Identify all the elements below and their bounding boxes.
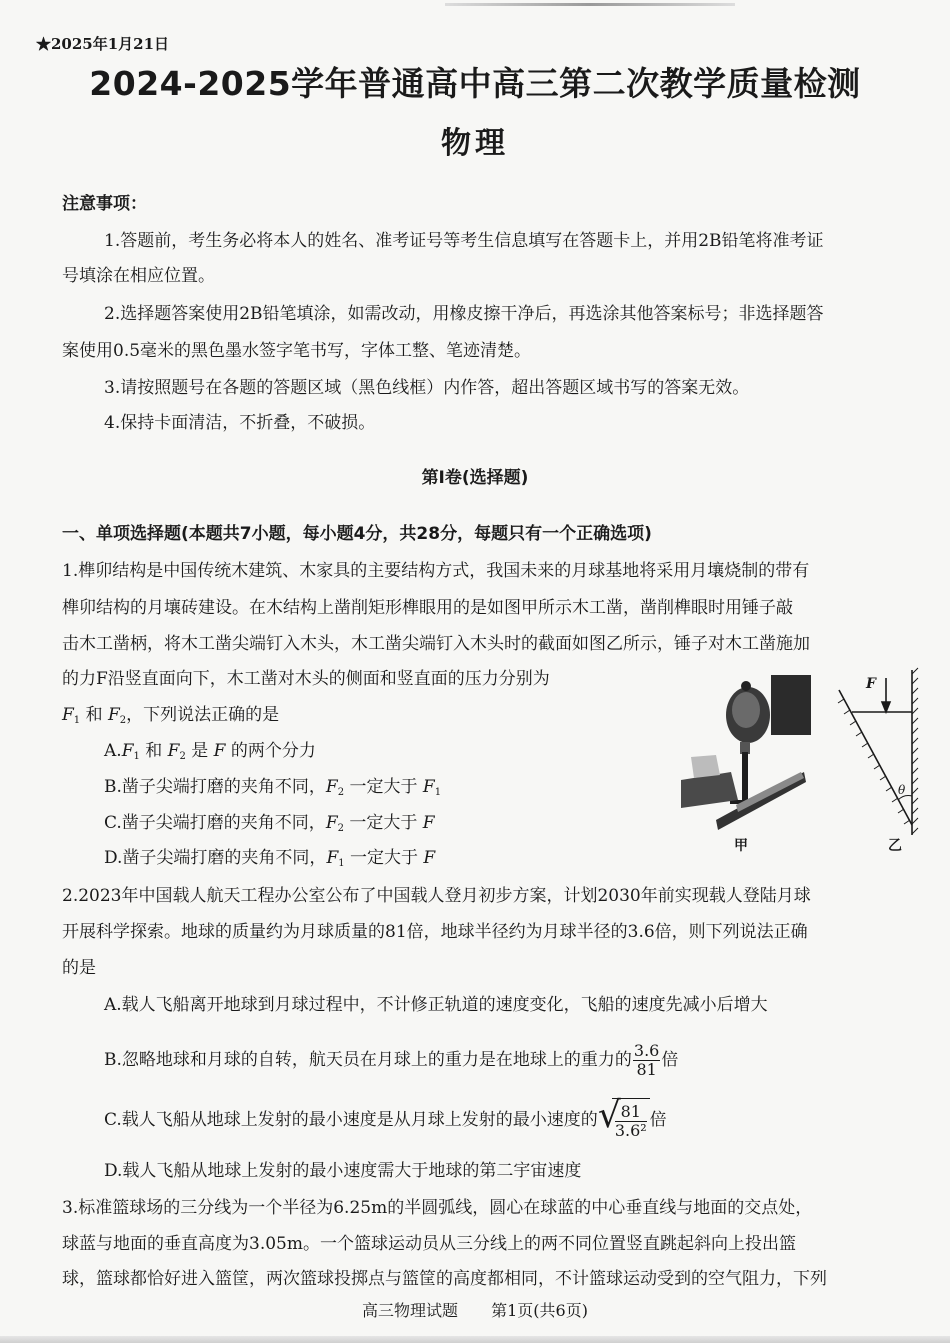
notice-heading: 注意事项： [62,194,147,214]
exam-date: ★2025年1月21日 [36,35,170,53]
q1-option-b[interactable]: B.凿子尖端打磨的夹角不同，$F_2$ 一定大于 $F_1$ [104,777,442,798]
q2-option-d[interactable]: D.载人飞船从地球上发射的最小速度需大于地球的第二宇宙速度 [104,1161,582,1181]
q2-line-3: 的是 [62,958,96,978]
q1-line-1: 1.榫卯结构是中国传统木建筑、木家具的主要结构方式，我国未来的月球基地将采用月壤烧制的带有 [62,561,810,581]
fraction: $\frac{3.6}{81}$ [633,1041,660,1079]
page-footer [0,1298,950,1321]
notice-item-3: 3.请按照题号在各题的答题区域（黑色线框）内作答，超出答题区域书写的答案无效。 [104,378,750,398]
notice-item-2: 2.选择题答案使用2B铅笔填涂，如需改动，用橡皮擦干净后，再选涂其他答案标号；非选择题答 [104,304,824,324]
q1-line-4: 的力F沿竖直面向下，木工凿对木头的侧面和竖直面的压力分别为 [62,669,550,689]
part-title: 第Ⅰ卷(选择题) [421,468,529,488]
chisel-photo [681,675,811,830]
q3-line-2: 球蓝与地面的垂直高度为3.05m。一个篮球运动员从三分线上的两不同位置竖直跳起斜向上投出篮 [62,1234,796,1254]
footer-subject: 高三物理试题 [362,1301,459,1320]
scan-bottom-edge [0,1336,950,1343]
q1-line-2: 榫卯结构的月壤砖建设。在木结构上凿削矩形榫眼用的是如图甲所示木工凿，凿削榫眼时用锤子敲 [62,598,793,618]
scan-edge-line [445,3,735,6]
q1-option-d[interactable]: D.凿子尖端打磨的夹角不同，$F_1$ 一定大于 F [104,848,436,869]
q2-option-c[interactable]: C.载人飞船从地球上发射的最小速度是从月球上发射的最小速度的 √ $\frac{81}{\text{3.6²}}$ 倍 [104,1098,950,1143]
caption-jia: 甲 [734,838,748,854]
chisel-diagram [676,660,936,860]
q2-option-b[interactable]: B.忽略地球和月球的自转，航天员在月球上的重力是在地球上的重力的 $\frac{3.6}{81}$ 倍 [104,1041,679,1079]
notice-item-2-cont: 案使用0.5毫米的黑色墨水签字笔书写，字体工整、笔迹清楚。 [62,341,532,361]
notice-item-4: 4.保持卡面清洁，不折叠，不破损。 [104,413,376,433]
exam-subject: 物理 [441,126,509,161]
notice-item-1: 1.答题前，考生务必将本人的姓名、准考证号等考生信息填写在答题卡上，并用2B铅笔将准考证 [104,231,824,251]
q3-line-1: 3.标准篮球场的三分线为一个半径为6.25m的半圆弧线，圆心在球蓝的中心垂直线与地面的交点处， [62,1198,813,1218]
q2-option-a[interactable]: A.载人飞船离开地球到月球过程中，不计修正轨道的速度变化，飞船的速度先减小后增大 [104,995,768,1015]
q1-figure [676,660,936,860]
wedge-section [838,668,918,835]
q1-line-3: 击木工凿柄，将木工凿尖端钉入木头，木工凿尖端钉入木头时的截面如图乙所示，锤子对木工凿施加 [62,634,810,654]
q3-line-3: 球，篮球都恰好进入篮筐，两次篮球投掷点与篮筐的高度都相同，不计篮球运动受到的空气阻力，下列 [62,1269,827,1289]
section-heading: 一、单项选择题(本题共7小题，每小题4分，共28分，每题只有一个正确选项) [62,524,652,544]
footer-page-number: 第1页(共6页) [491,1301,588,1320]
exam-title: 2024-2025学年普通高中高三第二次教学质量检测 [89,64,861,103]
force-label: F [866,676,876,692]
q2-line-1: 2.2023年中国载人航天工程办公室公布了中国载人登月初步方案，计划2030年前实现载人登陆月球 [62,886,811,906]
q1-line-5: $F_1$ 和 $F_2$，下列说法正确的是 [62,705,280,726]
square-root: √ $\frac{81}{\text{3.6²}}$ [598,1098,650,1143]
notice-item-1-cont: 号填涂在相应位置。 [62,266,215,286]
angle-label: θ [898,783,906,797]
q2-line-2: 开展科学探索。地球的质量约为月球质量的81倍，地球半径约为月球半径的3.6倍，则下列说法正确 [62,922,808,942]
q1-option-a[interactable]: $A.F_1$ 和 $F_2$ 是 F 的两个分力 [104,741,316,762]
q1-option-c[interactable]: C.凿子尖端打磨的夹角不同，$F_2$ 一定大于 F [104,813,435,834]
caption-yi: 乙 [888,838,902,854]
